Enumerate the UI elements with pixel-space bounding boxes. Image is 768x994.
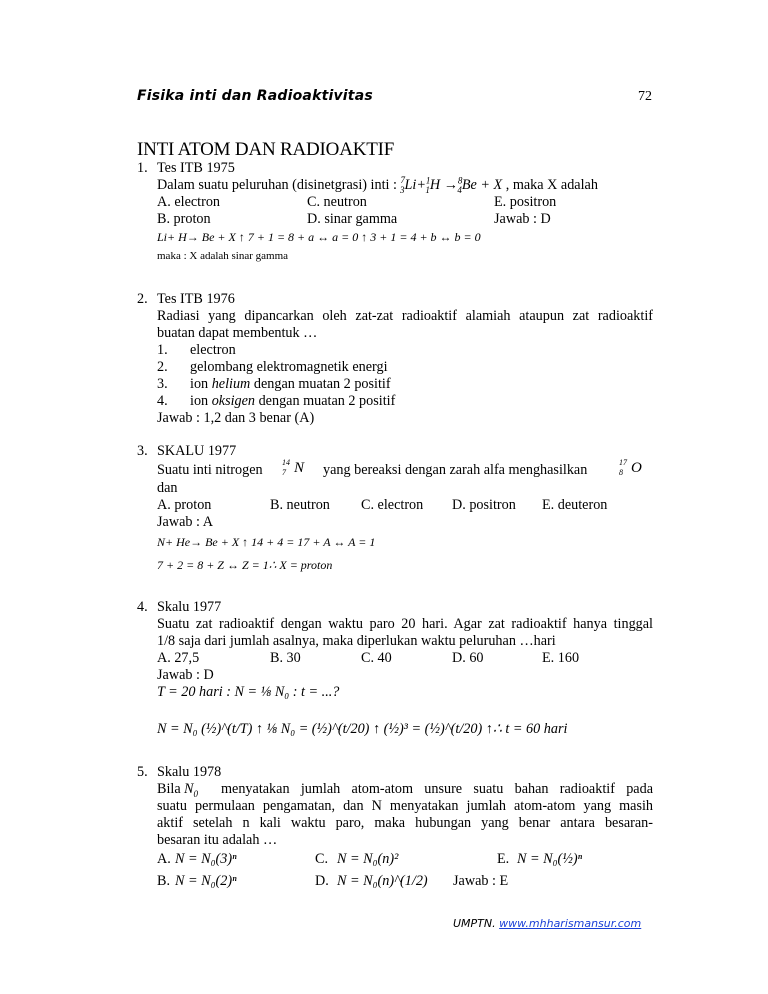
question-stem: Dalam suatu peluruhan (disinetgrasi) inti : $^7_3$Li+$^1_1$H →$^8_4$Be + X , maka X adalah	[157, 175, 598, 195]
question-number: 1.	[137, 160, 148, 176]
working: Li+ H→ Be + X ↑ 7 + 1 = 8 + a ↔ a = 0 ↑ 3 + 1 = 4 + b ↔ b = 0	[157, 230, 481, 244]
question-stem: 1/8 saja dari jumlah asalnya, maka diperlukan waktu peluruhan …hari	[157, 633, 556, 649]
question-number: 4.	[137, 599, 148, 615]
working: T = 20 hari : N = ⅛ N₀ : t = ...?	[157, 684, 340, 700]
answer: Jawab : 1,2 dan 3 benar (A)	[157, 410, 315, 426]
header-title: Fisika inti dan Radioaktivitas	[137, 88, 373, 104]
option-e: E. positron	[494, 194, 557, 210]
option-e: N = N₀(½)ⁿ	[517, 851, 583, 867]
working: 7 + 2 = 8 + Z ↔ Z = 1∴ X = proton	[157, 558, 333, 572]
option-d: D. 60	[452, 650, 484, 666]
question-stem: Suatu inti nitrogen $^{14}_7$ N yang bereaksi dengan zarah alfa menghasilkan $^{17}_8$ O	[157, 458, 642, 478]
page-number: 72	[638, 89, 652, 104]
nitrogen-isotope: $^{14}_7$ N	[282, 458, 305, 477]
question-source: Skalu 1978	[157, 764, 222, 780]
option-a: N = N₀(3)ⁿ	[175, 851, 237, 867]
question-source: Skalu 1977	[157, 599, 222, 615]
answer: Jawab : E	[453, 873, 509, 889]
option-b-label: B.	[157, 873, 171, 889]
options-row	[157, 194, 653, 211]
option-a: A. proton	[157, 497, 212, 513]
option-c: C. neutron	[307, 194, 367, 210]
question-number: 3.	[137, 443, 148, 459]
question-stem: besaran itu adalah …	[157, 832, 278, 848]
answer: Jawab : D	[157, 667, 214, 683]
nuclear-equation: $^7_3$Li+$^1_1$H →$^8_4$Be + X	[400, 175, 503, 195]
option-c: C. 40	[361, 650, 392, 666]
option-d: N = N₀(n)^(1/2)	[337, 873, 428, 889]
question-source: Tes ITB 1975	[157, 160, 235, 176]
footer-link[interactable]: www.mhharismansur.com	[499, 917, 642, 930]
list-item: 2. gelombang elektromagnetik energi	[157, 359, 388, 375]
option-a: A. 27,5	[157, 650, 200, 666]
option-c: C. electron	[361, 497, 424, 513]
working-note: maka : X adalah sinar gamma	[157, 250, 289, 262]
question-stem: Radiasi yang dipancarkan oleh zat-zat radioaktif alamiah ataupun zat radioaktif	[157, 308, 653, 324]
page-header	[137, 88, 652, 112]
question-stem: dan	[157, 480, 178, 496]
footer-label: UMPTN.	[453, 917, 496, 930]
answer: Jawab : D	[494, 211, 551, 227]
question-stem: Bila $N_0$ menyatakan jumlah atom-atom unsure suatu bahan radioaktif pada	[157, 781, 653, 799]
question-number: 5.	[137, 764, 148, 780]
option-b: B. neutron	[270, 497, 330, 513]
answer: Jawab : A	[157, 514, 213, 530]
question-source: SKALU 1977	[157, 443, 237, 459]
options-row	[157, 873, 653, 895]
chapter-title: INTI ATOM DAN RADIOAKTIF	[137, 139, 395, 160]
option-e: E. 160	[542, 650, 580, 666]
option-b: N = N₀(2)ⁿ	[175, 873, 237, 889]
options-row	[157, 211, 653, 228]
option-a-label: A.	[157, 851, 171, 867]
question-source: Tes ITB 1976	[157, 291, 235, 307]
list-item: 4. ion oksigen dengan muatan 2 positif	[157, 393, 396, 409]
options-row	[157, 497, 653, 514]
working: N+ He→ Be + X ↑ 14 + 4 = 17 + A ↔ A = 1	[157, 535, 376, 549]
list-item: 1. electron	[157, 342, 236, 358]
question-stem: buatan dapat membentuk …	[157, 325, 318, 341]
option-d-label: D.	[315, 873, 329, 889]
working: N = N₀ (½)^(t/T) ↑ ⅛ N₀ = (½)^(t/20) ↑ (½)³ = (½)^(t/20) ↑∴ t = 60 hari	[157, 721, 568, 737]
question-stem: Suatu zat radioaktif dengan waktu paro 20 hari. Agar zat radioaktif hanya tinggal	[157, 616, 653, 632]
question-stem: suatu permulaan pengamatan, dan N menyatakan jumlah atom-atom yang masih	[157, 798, 653, 814]
option-a: A. electron	[157, 194, 221, 210]
option-b: B. 30	[270, 650, 301, 666]
question-stem: aktif setelah n kali waktu paro, maka hubungan yang benar antara besaran-	[157, 815, 653, 831]
options-row	[157, 851, 653, 873]
options-row	[157, 650, 653, 667]
option-e-label: E.	[497, 851, 510, 867]
option-b: B. proton	[157, 211, 211, 227]
option-d: D. sinar gamma	[307, 211, 398, 227]
option-e: E. deuteron	[542, 497, 608, 513]
option-d: D. positron	[452, 497, 516, 513]
option-c: N = N₀(n)²	[337, 851, 399, 867]
question-number: 2.	[137, 291, 148, 307]
option-c-label: C.	[315, 851, 329, 867]
list-item: 3. ion helium dengan muatan 2 positif	[157, 376, 391, 392]
oxygen-isotope: $^{17}_8$ O	[619, 458, 642, 477]
page-footer	[453, 917, 641, 930]
